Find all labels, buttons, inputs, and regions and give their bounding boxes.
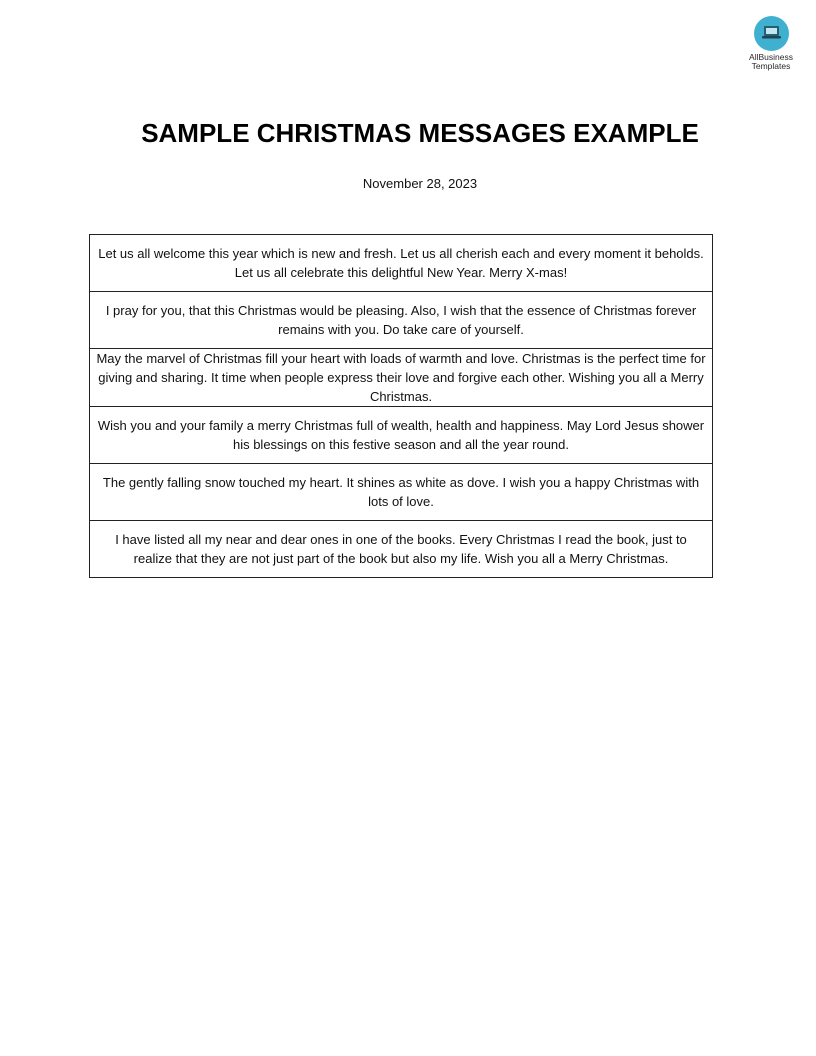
message-cell: I have listed all my near and dear ones in one of the books. Every Christmas I read the book, just to realize that they are not just part of the book but also my life. Wish you all a Merry Christmas. xyxy=(90,521,713,578)
table-row xyxy=(90,407,713,464)
table-row xyxy=(90,349,713,407)
logo-line-2: Templates xyxy=(751,61,791,71)
document-date: November 28, 2023 xyxy=(362,176,478,191)
logo-text xyxy=(740,53,802,71)
table-row xyxy=(90,292,713,349)
laptop-icon xyxy=(754,16,789,51)
brand-logo xyxy=(740,16,802,71)
message-cell: I pray for you, that this Christmas would be pleasing. Also, I wish that the essence of Christmas forever remains with you. Do take care of yourself. xyxy=(90,292,713,349)
message-cell: Let us all welcome this year which is new and fresh. Let us all cherish each and every moment it beholds. Let us all celebrate this delightful New Year. Merry X-mas! xyxy=(90,235,713,292)
logo-line-1: AllBusiness xyxy=(749,52,793,62)
table-row xyxy=(90,235,713,292)
message-cell: The gently falling snow touched my heart. It shines as white as dove. I wish you a happy Christmas with lots of love. xyxy=(90,464,713,521)
table-row xyxy=(90,464,713,521)
page-title: SAMPLE CHRISTMAS MESSAGES EXAMPLE xyxy=(141,118,699,148)
table-row xyxy=(90,521,713,578)
message-cell: Wish you and your family a merry Christmas full of wealth, health and happiness. May Lord Jesus shower his blessings on this festive season and all the year round. xyxy=(90,407,713,464)
message-cell: May the marvel of Christmas fill your heart with loads of warmth and love. Christmas is the perfect time for giving and sharing. It time when people express their love and forgive each other. Wishing you all a Merry Christmas. xyxy=(90,349,713,407)
messages-table xyxy=(89,234,713,578)
